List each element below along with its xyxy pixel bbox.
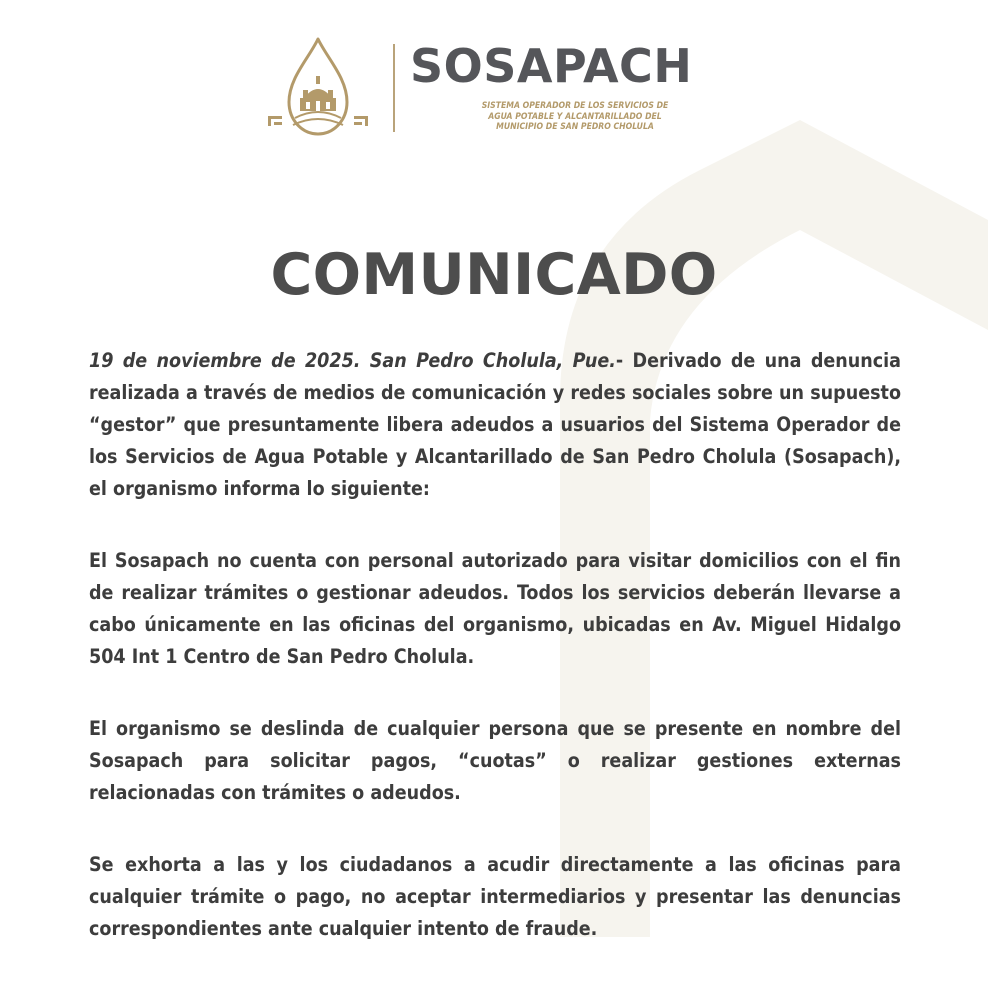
paragraph-exhortation: Se exhorta a las y los ciudadanos a acudir directamente a las oficinas para cualquier trámite o pago, no aceptar intermediarios y presentar las denuncias correspondientes ante cualquier intento de fraude. (89, 853, 901, 940)
paragraph-offices: El Sosapach no cuenta con personal autorizado para visitar domicilios con el fin de realizar trámites o gestionar adeudos. Todos los servicios deberán llevarse a cabo únicamente en las oficinas del organismo, ubicadas en Av. Miguel Hidalgo 504 Int 1 Centro de San Pedro Cholula. (89, 549, 901, 668)
brand-subtitle-line: SISTEMA OPERADOR DE LOS SERVICIOS DE (481, 101, 669, 111)
brand-subtitle (452, 101, 698, 133)
brand-subtitle-line: AGUA POTABLE Y ALCANTARILLADO DEL (488, 111, 662, 122)
paragraph-text: - Derivado de una denuncia realizada a través de medios de comunicación y redes sociales sobre un supuesto “gestor” que presuntamente libera adeudos a usuarios del Sistema Operador de los Servicios de Agua Potable y Alcantarillado de San Pedro Cholula (Sosapach), el organismo informa lo siguiente: (89, 349, 901, 500)
statement-body (89, 345, 901, 985)
page-title: COMUNICADO (270, 242, 718, 308)
dateline: 19 de noviembre de 2025. San Pedro Cholula, Pue. (89, 349, 616, 372)
paragraph-disclaimer: El organismo se deslinda de cualquier persona que se presente en nombre del Sosapach para solicitar pagos, “cuotas” o realizar gestiones externas relacionadas con trámites o adeudos. (89, 717, 901, 804)
logo-divider (393, 44, 395, 132)
brand-name: SOSAPACH (410, 39, 693, 93)
header (0, 0, 988, 150)
water-drop-church-icon (262, 36, 374, 140)
brand-subtitle-line: MUNICIPIO DE SAN PEDRO CHOLULA (496, 122, 654, 132)
paragraph-intro (89, 345, 901, 505)
